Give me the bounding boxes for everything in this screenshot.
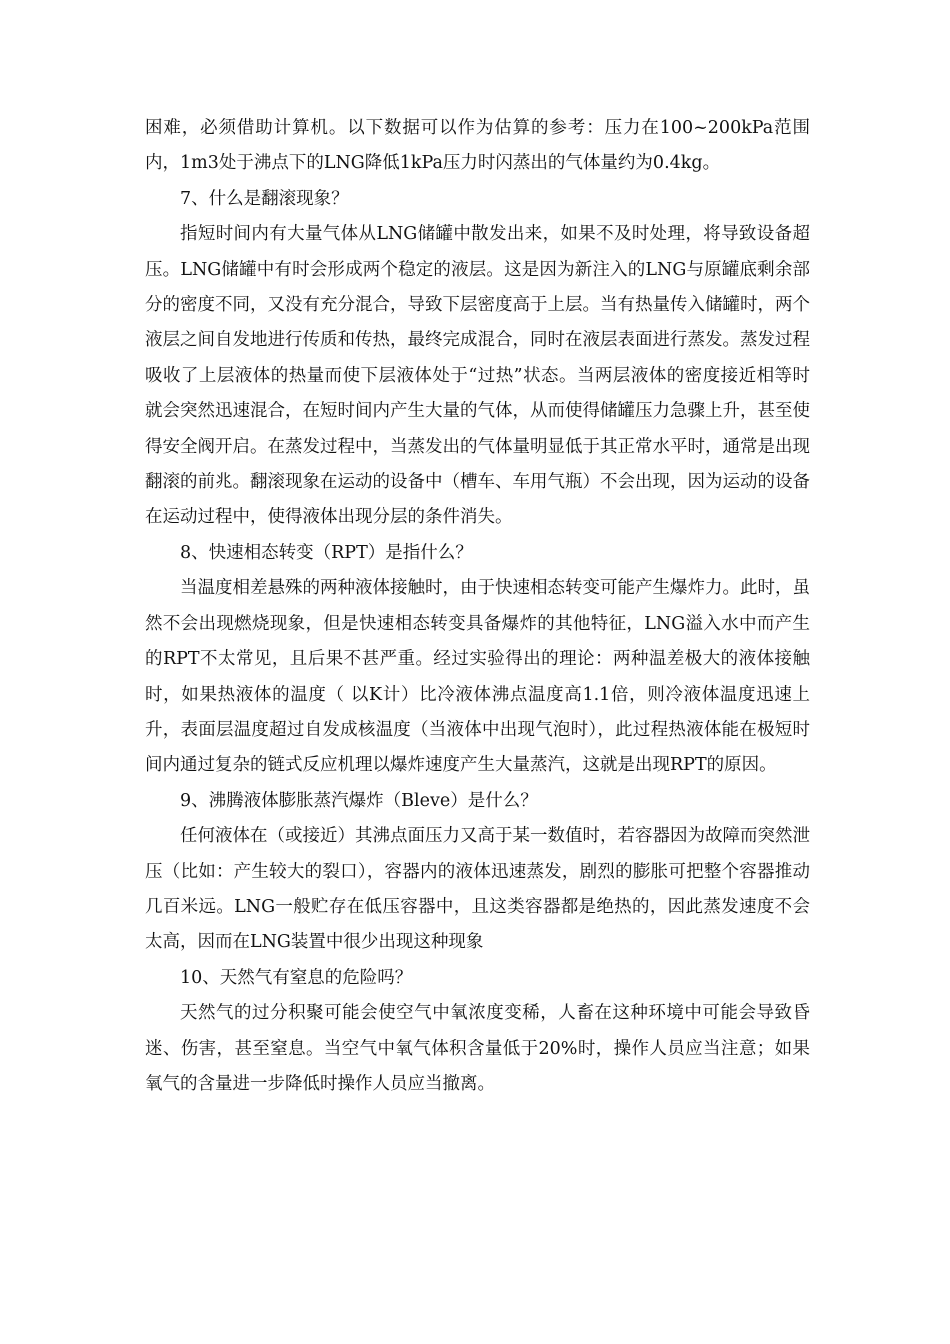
question-7-heading: 7、什么是翻滚现象？ bbox=[180, 188, 349, 209]
answer-10-asphyxiation: 天然气的过分积聚可能会使空气中氧浓度变稀，人畜在这种环境中可能会导致昏迷、伤害，甚至窒息。当空气中氧气体积含量低于20%时，操作人员应当注意；如果氧气的含量进一步降低时操作人员应当撤离。 bbox=[145, 1003, 810, 1094]
paragraph-flash-vapor-estimate: 困难，必须借助计算机。以下数据可以作为估算的参考：压力在100~200kPa范围内，1m3处于沸点下的LNG降低1kPa压力时闪蒸出的气体量约为0.4kg。 bbox=[145, 118, 810, 174]
document-body bbox=[145, 111, 810, 1102]
answer-8-rpt: 当温度相差悬殊的两种液体接触时，由于快速相态转变可能产生爆炸力。此时，虽然不会出现燃烧现象，但是快速相态转变具备爆炸的其他特征，LNG溢入水中而产生的RPT不太常见，且后果不甚严重。经过实验得出的理论：两种温差极大的液体接触时，如果热液体的温度（ 以K计）比冷液体沸点温度高1.1倍，则冷液体温度迅速上升，表面层温度超过自发成核温度（当液体中出现气泡时），此过程热液体能在极短时间内通过复杂的链式反应机理以爆炸速度产生大量蒸汽，这就是出现RPT的原因。 bbox=[145, 578, 810, 776]
answer-7-rollover: 指短时间内有大量气体从LNG储罐中散发出来，如果不及时处理，将导致设备超压。LNG储罐中有时会形成两个稳定的液层。这是因为新注入的LNG与原罐底剩余部分的密度不同，又没有充分混合，导致下层密度高于上层。当有热量传入储罐时，两个液层之间自发地进行传质和传热，最终完成混合，同时在液层表面进行蒸发。蒸发过程吸收了上层液体的热量而使下层液体处于“过热”状态。当两层液体的密度接近相等时就会突然迅速混合，在短时间内产生大量的气体，从而使得储罐压力急骤上升，甚至使得安全阀开启。在蒸发过程中，当蒸发出的气体量明显低于其正常水平时，通常是出现翻滚的前兆。翻滚现象在运动的设备中（槽车、车用气瓶）不会出现，因为运动的设备在运动过程中，使得液体出现分层的条件消失。 bbox=[145, 224, 810, 528]
answer-9-bleve: 任何液体在（或接近）其沸点面压力又高于某一数值时，若容器因为故障而突然泄压（比如：产生较大的裂口），容器内的液体迅速蒸发，剧烈的膨胀可把整个容器推动几百米远。LNG一般贮存在低压容器中，且这类容器都是绝热的，因此蒸发速度不会太高，因而在LNG装置中很少出现这种现象 bbox=[145, 826, 810, 953]
question-8-heading: 8、快速相态转变（RPT）是指什么？ bbox=[180, 542, 473, 563]
question-9-heading: 9、沸腾液体膨胀蒸汽爆炸（Bleve）是什么？ bbox=[180, 790, 538, 811]
question-10-heading: 10、天然气有窒息的危险吗？ bbox=[180, 967, 413, 988]
